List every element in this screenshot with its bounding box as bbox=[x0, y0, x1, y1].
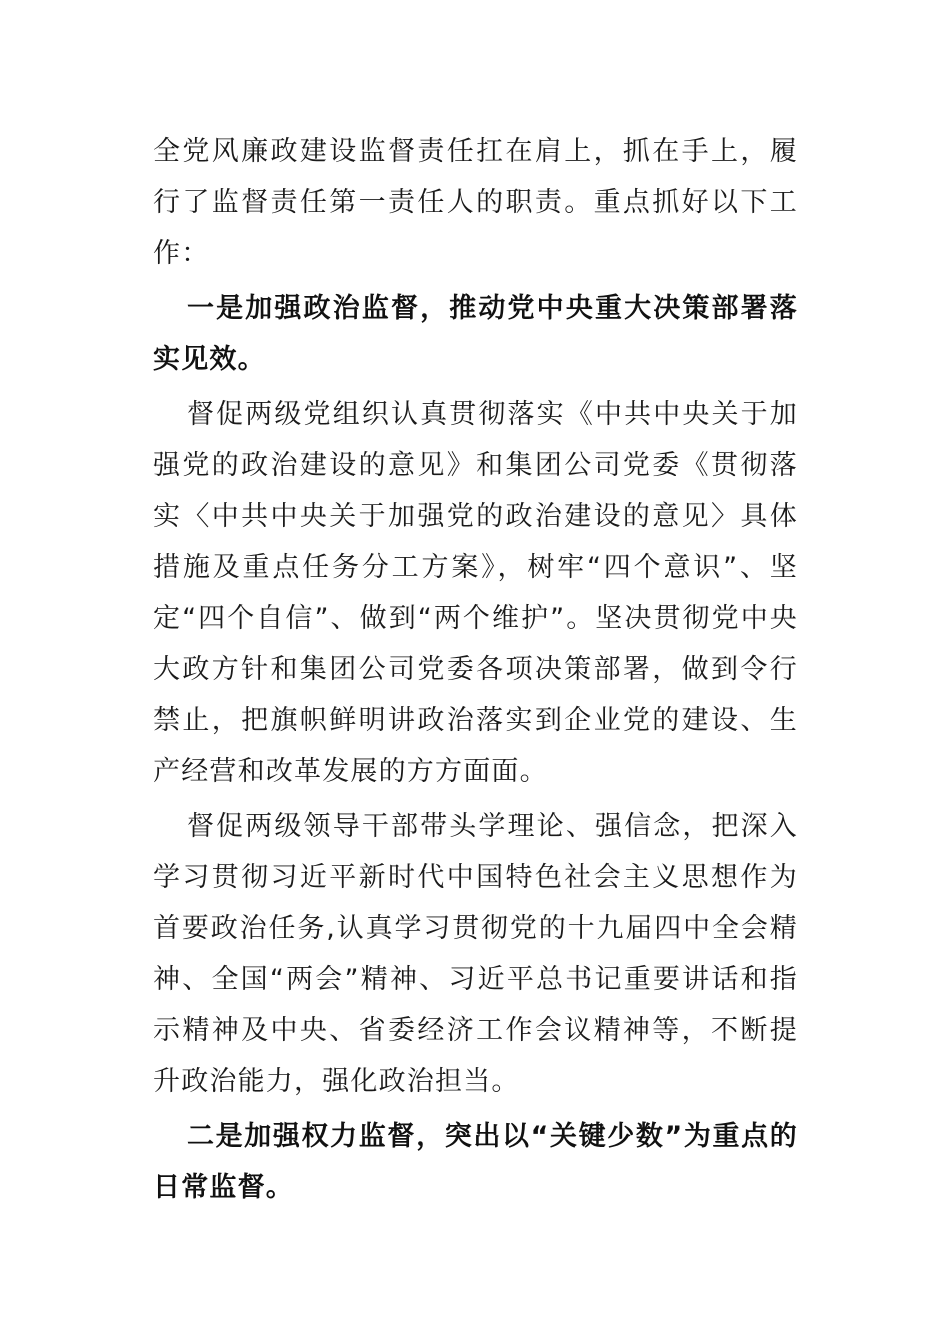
document-body bbox=[153, 126, 798, 1213]
paragraph-party-organizations: 督促两级党组织认真贯彻落实《中共中央关于加强党的政治建设的意见》和集团公司党委《贯彻落实〈中共中央关于加强党的政治建设的意见〉具体措施及重点任务分工方案》，树牢“四个意识”、坚定“四个自信”、做到“两个维护”。坚决贯彻党中央大政方针和集团公司党委各项决策部署，做到令行禁止，把旗帜鲜明讲政治落实到企业党的建设、生产经营和改革发展的方方面面。 bbox=[153, 399, 798, 787]
heading-political-supervision: 一是加强政治监督，推动党中央重大决策部署落实见效。 bbox=[153, 293, 798, 375]
paragraph-leading-cadres: 督促两级领导干部带头学理论、强信念，把深入学习贯彻习近平新时代中国特色社会主义思想作为首要政治任务,认真学习贯彻党的十九届四中全会精神、全国“两会”精神、习近平总书记重要讲话和指示精神及中央、省委经济工作会议精神等，不断提升政治能力，强化政治担当。 bbox=[153, 811, 798, 1097]
heading-power-supervision: 二是加强权力监督，突出以“关键少数”为重点的日常监督。 bbox=[153, 1121, 798, 1203]
paragraph-intro: 全党风廉政建设监督责任扛在肩上，抓在手上，履行了监督责任第一责任人的职责。重点抓好以下工作： bbox=[153, 136, 798, 269]
